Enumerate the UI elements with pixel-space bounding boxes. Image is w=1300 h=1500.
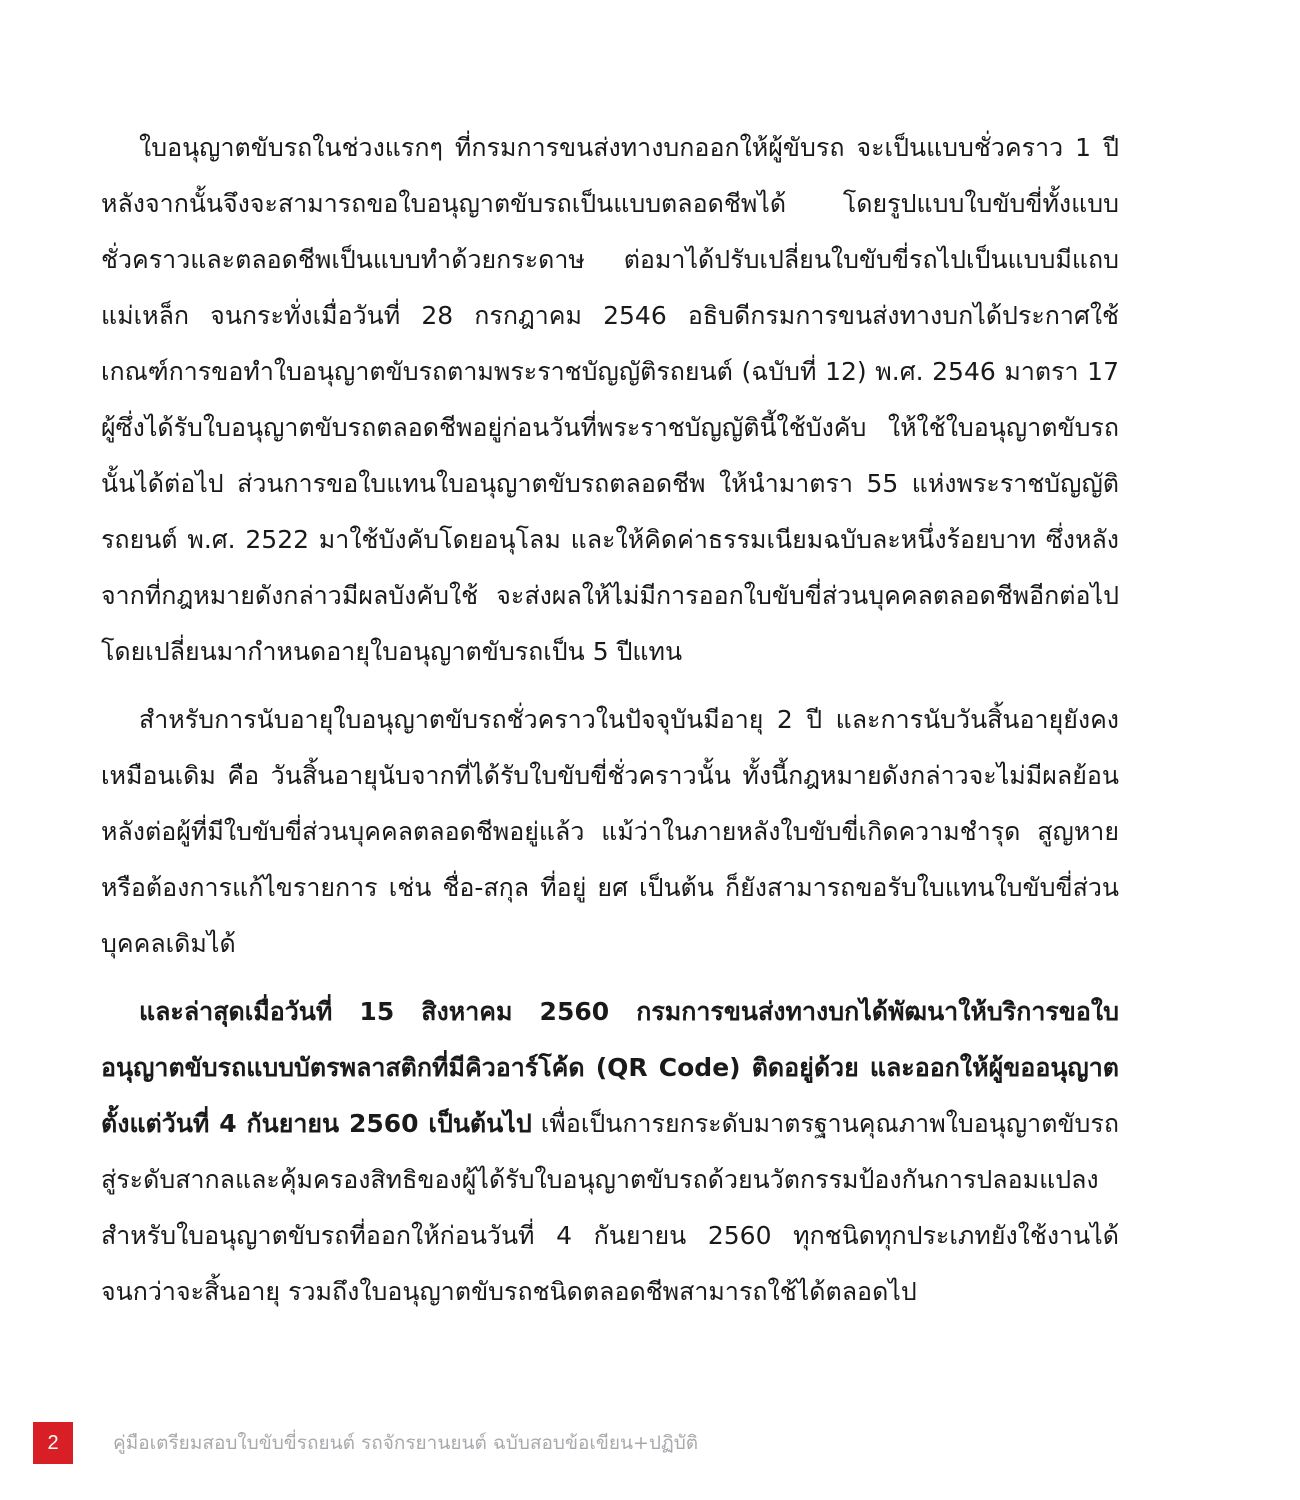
paragraph-3-bold-lead: และล่าสุดเมื่อวันที่ 15 สิงหาคม 2560 กรมการขนส่งทางบกได้พัฒนาให้บริการขอใบอนุญาตขับรถแบบบัตรพลาสติกที่มีคิวอาร์โค้ด (QR Code) ติดอยู่ด้วย และออกให้ผู้ขออนุญาตตั้งแต่วันที่ 4 กันยายน 2560 เป็นต้นไป (101, 997, 1119, 1138)
paragraph-2: สำหรับการนับอายุใบอนุญาตขับรถชั่วคราวในปัจจุบันมีอายุ 2 ปี และการนับวันสิ้นอายุยังคงเหมือนเดิม คือ วันสิ้นอายุนับจากที่ได้รับใบขับขี่ชั่วคราวนั้น ทั้งนี้กฎหมายดังกล่าวจะไม่มีผลย้อนหลังต่อผู้ที่มีใบขับขี่ส่วนบุคคลตลอดชีพอยู่แล้ว แม้ว่าในภายหลังใบขับขี่เกิดความชำรุด สูญหาย หรือต้องการแก้ไขรายการ เช่น ชื่อ-สกุล ที่อยู่ ยศ เป็นต้น ก็ยังสามารถขอรับใบแทนใบขับขี่ส่วนบุคคลเดิมได้ (101, 705, 1119, 958)
paragraph-1: ใบอนุญาตขับรถในช่วงแรกๆ ที่กรมการขนส่งทางบกออกให้ผู้ขับรถ จะเป็นแบบชั่วคราว 1 ปี หลังจากนั้นจึงจะสามารถขอใบอนุญาตขับรถเป็นแบบตลอดชีพได้ โดยรูปแบบใบขับขี่ทั้งแบบชั่วคราวและตลอดชีพเป็นแบบทำด้วยกระดาษ ต่อมาได้ปรับเปลี่ยนใบขับขี่รถไปเป็นแบบมีแถบแม่เหล็ก จนกระทั่งเมื่อวันที่ 28 กรกฎาคม 2546 อธิบดีกรมการขนส่งทางบกได้ประกาศใช้เกณฑ์การขอทำใบอนุญาตขับรถตามพระราชบัญญัติรถยนต์ (ฉบับที่ 12) พ.ศ. 2546 มาตรา 17 ผู้ซึ่งได้รับใบอนุญาตขับรถตลอดชีพอยู่ก่อนวันที่พระราชบัญญัตินี้ใช้บังคับ ให้ใช้ใบอนุญาตขับรถนั้นได้ต่อไป ส่วนการขอใบแทนใบอนุญาตขับรถตลอดชีพ ให้นำมาตรา 55 แห่งพระราชบัญญัติรถยนต์ พ.ศ. 2522 มาใช้บังคับโดยอนุโลม และให้คิดค่าธรรมเนียมฉบับละหนึ่งร้อยบาท ซึ่งหลังจากที่กฎหมายดังกล่าวมีผลบังคับใช้ จะส่งผลให้ไม่มีการออกใบขับขี่ส่วนบุคคลตลอดชีพอีกต่อไป โดยเปลี่ยนมากำหนดอายุใบอนุญาตขับรถเป็น 5 ปีแทน (101, 133, 1119, 666)
page-footer (33, 1422, 698, 1464)
paragraph-3 (101, 984, 1119, 1320)
page-number: 2 (47, 1431, 59, 1454)
page-number-badge (33, 1422, 73, 1464)
footer-book-title: คู่มือเตรียมสอบใบขับขี่รถยนต์ รถจักรยานยนต์ ฉบับสอบข้อเขียน+ปฏิบัติ (113, 1432, 699, 1454)
paragraph-3-rest: เพื่อเป็นการยกระดับมาตรฐานคุณภาพใบอนุญาตขับรถสู่ระดับสากลและคุ้มครองสิทธิของผู้ได้รับใบอนุญาตขับรถด้วยนวัตกรรมป้องกันการปลอมแปลง สำหรับใบอนุญาตขับรถที่ออกให้ก่อนวันที่ 4 กันยายน 2560 ทุกชนิดทุกประเภทยังใช้งานได้จนกว่าจะสิ้นอายุ รวมถึงใบอนุญาตขับรถชนิดตลอดชีพสามารถใช้ได้ตลอดไป (101, 1109, 1119, 1306)
body-text (101, 120, 1119, 1332)
